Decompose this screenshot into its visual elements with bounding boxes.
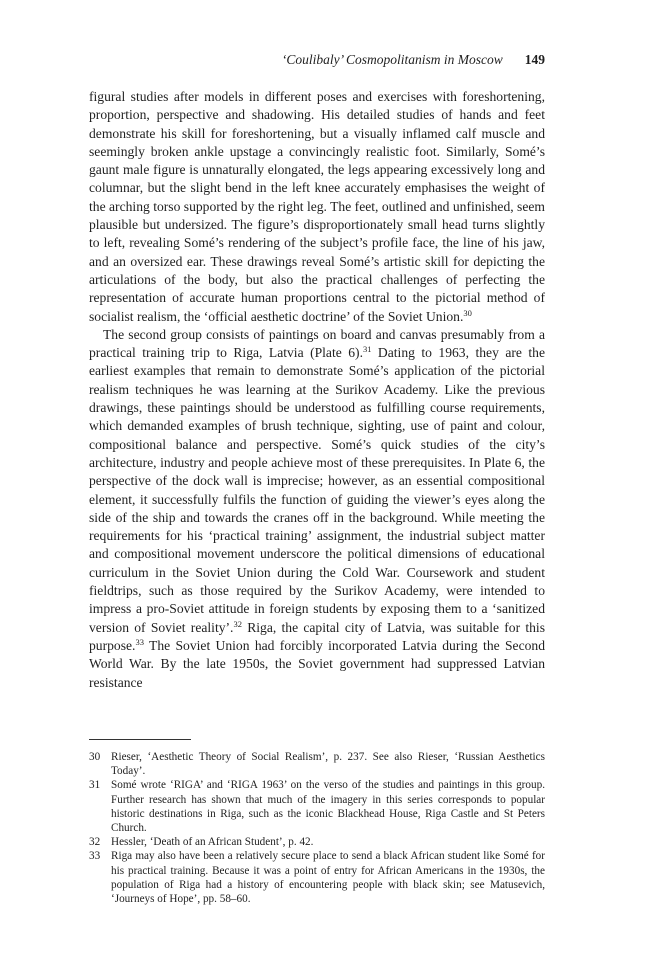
footnote bbox=[89, 849, 545, 906]
paragraph-2-text-c: Riga, the capital city of Latvia, was suitable for this purpose. bbox=[89, 619, 545, 653]
footnotes bbox=[89, 750, 545, 906]
paragraph-2 bbox=[89, 326, 545, 692]
footnote bbox=[89, 750, 545, 778]
paragraph-2-text-a: The second group consists of paintings on board and canvas presumably from a practical training trip to Riga, Latvia (Plate 6). bbox=[89, 326, 545, 361]
page-number: 149 bbox=[524, 52, 545, 67]
footnote-number: 33 bbox=[89, 850, 101, 863]
note-reference-33[interactable]: 33 bbox=[135, 636, 144, 647]
footnote-text: Riga may also have been a relatively secure place to send a black African student like Somé for his practical training. Because it was a point of entry for African Americans in the 1930s, the population of Riga had a history of encountering people with black skin; see Matusevich, ‘Journeys of Hope’, pp. 58–60. bbox=[111, 850, 545, 906]
note-reference-31[interactable]: 31 bbox=[362, 344, 372, 355]
footnote-text: Rieser, ‘Aesthetic Theory of Social Realism’, p. 237. See also Rieser, ‘Russian Aesthetics Today’. bbox=[111, 751, 545, 778]
footnote-number: 32 bbox=[89, 836, 101, 849]
footnote-text: Hessler, ‘Death of an African Student’, p. 42. bbox=[111, 836, 314, 849]
paragraph-2-text-b: Dating to 1963, they are the earliest examples that remain to demonstrate Somé’s application of the pictorial realism techniques he was learning at the Surikov Academy. Like the previous drawings, these paintings should be understood as fulfilling course requirements, which demanded examples of brush technique, sighting, use of paint and colour, compositional balance and perspective. Somé’s quick studies of the city’s architecture, industry and people achieve most of these prerequisites. In Plate 6, the perspective of the dock wall is imprecise; however, as an essential compositional element, it successfully fulfils the function of guiding the viewer’s eyes along the side of the ship and towards the cranes off in the background. While meeting the requirements for his ‘practical training’ assignment, the industrial subject matter and compositional movement underscore the political dimensions of educational curriculum in the Soviet Union during the Cold War. Coursework and student fieldtrips, such as those required by the Surikov Academy, were intended to impress a pro-Soviet attitude in foreign students by exposing them to a ‘sanitized version of Soviet reality’. bbox=[89, 345, 545, 635]
body-text bbox=[89, 88, 545, 692]
running-title: ‘Coulibaly’ Cosmopolitanism in Moscow bbox=[281, 52, 503, 67]
paragraph-2-text-d: The Soviet Union had forcibly incorporated Latvia during the Second World War. By the late 1950s, the Soviet government had suppressed Latvian resistance bbox=[89, 637, 545, 690]
footnote-rule bbox=[89, 739, 191, 740]
running-head bbox=[282, 52, 545, 68]
footnote-number: 30 bbox=[89, 751, 101, 763]
footnote bbox=[89, 835, 545, 849]
footnote bbox=[89, 778, 545, 835]
paragraph-1-text: figural studies after models in different poses and exercises with foreshortening, proportion, perspective and shadowing. His detailed studies of hands and feet demonstrate his skill for foreshortening, but a visually inflamed calf muscle and seemingly broken ankle upstage a convincingly realistic foot. Similarly, Somé’s gaunt male figure is unnaturally elongated, the legs appearing excessively long and columnar, but the slight bend in the left knee accurately emphasises the weight of the arching torso supported by the right leg. The feet, outlined and unfinished, seem plausible but undersized. The figure’s disproportionately small head turns slightly to left, revealing Somé’s rendering of the subject’s profile face, the line of his jaw, and an oversized ear. These drawings reveal Somé’s artistic skill for depicting the articulations of the body, but also the practical challenges of perfecting the representation of accurate human proportions central to the pictorial method of socialist realism, the ‘official aesthetic doctrine’ of the Soviet Union. bbox=[89, 89, 545, 324]
paragraph-1 bbox=[89, 88, 545, 326]
book-page bbox=[89, 0, 545, 973]
footnote-text: Somé wrote ‘RIGA’ and ‘RIGA 1963’ on the verso of the studies and paintings in this group. Further research has shown that much of the imagery in this series corresponds to popular historic destinations in Riga, such as the iconic Blackhead House, Riga Castle and St Peters Church. bbox=[111, 779, 545, 835]
note-reference-30[interactable]: 30 bbox=[463, 307, 472, 318]
footnote-number: 31 bbox=[89, 779, 101, 792]
note-reference-32[interactable]: 32 bbox=[233, 618, 242, 629]
